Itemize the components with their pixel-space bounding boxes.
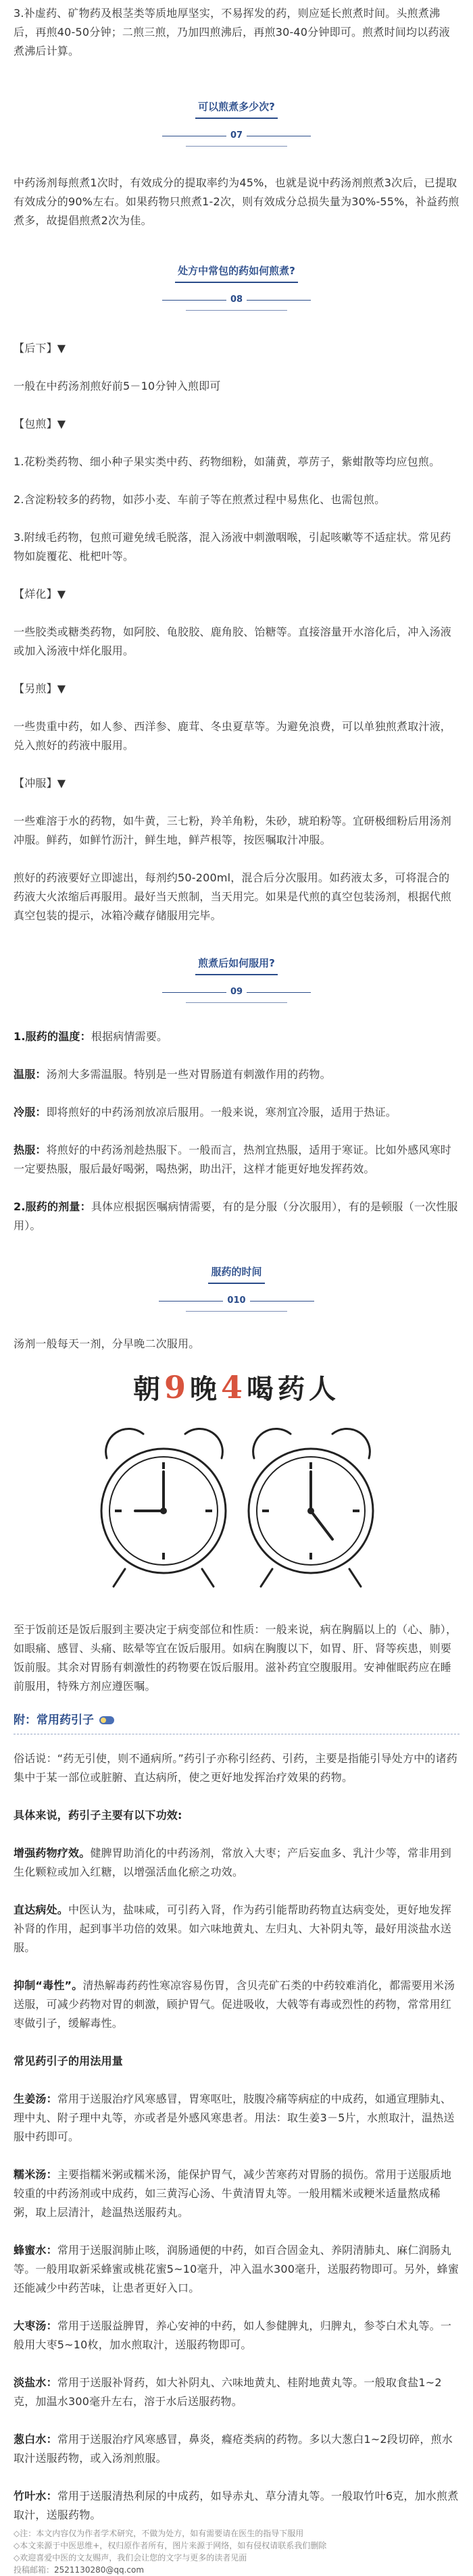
scallion-water-paragraph: 葱白水：常用于送服治疗风寒感冒，鼻炎，癃疮类病的药物。多以大葱白1~2段切碎，煎水取汁送服药物，或入汤剂煎服。 — [14, 2433, 453, 2465]
section-10-header — [0, 1261, 473, 1312]
ginger-soup-paragraph: 生姜汤：常用于送服治疗风寒感冒，胃寒呕吐，肢腹冷痛等病症的中成药，如通宣理肺丸、理中丸、附子理中丸等，亦或者是外感风寒患者。用法：取生姜3－5片，水煎取汁，温热送服中药即可。 — [14, 2092, 455, 2143]
lingjian-heading: 【另煎】▼ — [14, 682, 66, 695]
section-07-paragraph: 中药汤剂每煎煮1次时，有效成分的提取率约为45%，也就是说中药汤剂煎煮3次后，已提取有效成分的90%左右。如果药物只煎煮1-2次，则有效成分总损失量为30%-55%，补益药煎煮多，故提倡煎煮2次为佳。 — [14, 176, 459, 227]
warm-dose-paragraph: 温服：汤剂大多需温服。特别是一些对胃肠道有刺激作用的药物。 — [14, 1068, 331, 1081]
chongfu-heading: 【冲服】▼ — [14, 777, 66, 790]
yanghua-heading: 【烊化】▼ — [14, 588, 66, 600]
footnotes — [14, 2527, 459, 2576]
footnote-disclaimer: ◇注：本文内容仅为作者学术研究，不做为处方，如有需要请在医生的指导下服用 — [14, 2529, 304, 2538]
dosage-heading: 2.服药的剂量：具体应根据医嘱病情需要，有的是分服（分次服用），有的是顿服（一次性服用）。 — [14, 1200, 458, 1232]
baojian-item-2: 2.含淀粉较多的药物，如莎小麦、车前子等在煎煮过程中易焦化、也需包煎。 — [14, 493, 386, 506]
section-08-closing-paragraph: 煎好的药液要好立即滤出，每剂约50-200ml，混合后分次服用。如药液太多，可将混合的药液大火浓缩后再服用。最好当天煎制，当天用完。如果是代煎的真空包装汤剂，根据代煎真空包装的提示，冰箱冷藏存储服用完毕。 — [14, 871, 452, 922]
morning-evening-banner: 朝9晚4喝药人 — [132, 1369, 341, 1406]
section-10-number: 010 — [0, 1296, 473, 1306]
footnote-invite: ◇欢迎喜爱中医的文友赐声，我们会让您的文字与更多的读者见面 — [14, 2553, 247, 2562]
section-08-title: 处方中常包的药如何煎煮? — [175, 260, 298, 283]
functions-heading: 具体来说，药引子主要有以下功效: — [14, 1809, 182, 1822]
houxia-heading: 【后下】▼ — [14, 342, 66, 355]
baojian-item-3: 3.附绒毛药物，包煎可避免绒毛脱落，混入汤液中刺激咽喉，引起咳嗽等不适症状。常见药物如旋覆花、枇杷叶等。 — [14, 531, 451, 563]
honey-water-paragraph: 蜂蜜水：常用于送服润肺止咳，润肠通便的中药，如百合固金丸、养阴清肺丸、麻仁润肠丸等。一般用取新采蜂蜜或桃花蜜5~10毫升，冲入温水300毫升，送服药物即可。另外，蜂蜜还能减少中药苦味，让患者更好入口。 — [14, 2244, 459, 2294]
intro-paragraph: 3.补虚药、矿物药及根茎类等质地厚坚实，不易挥发的药，则应延长煎煮时间。头煎煮沸后，再煎40-50分钟；二煎三煎，乃加四煎沸后，再煎30-40分钟即可。煎煮时间均以药液煮沸后计算。 — [14, 7, 450, 57]
appendix-header — [14, 1711, 459, 1734]
toggle-icon — [99, 1716, 114, 1724]
hot-dose-paragraph: 热服：将煎好的中药汤剂趁热服下。一般而言，热剂宜热服，适用于寒证。比如外感风寒时一定要热服，服后最好喝粥，喝热粥，助出汗，这样才能更好地发挥药效。 — [14, 1143, 452, 1175]
section-07-title: 可以煎煮多少次? — [195, 96, 278, 119]
section-09-number: 09 — [0, 987, 473, 997]
cold-dose-paragraph: 冷服：即将煎好的中药汤剂放凉后服用。一般来说，寒剂宜冷服，适用于热证。 — [14, 1106, 397, 1118]
temperature-heading: 1.服药的温度：根据病情需要。 — [14, 1030, 168, 1043]
alarm-clocks-illustration — [88, 1410, 385, 1612]
footnote-source: ◇本文来源于中医思维+，权归原作者所有，图片来源于网络，如有侵权请联系我们删除 — [14, 2541, 327, 2550]
yanghua-paragraph: 一些胶类或糖类药物，如阿胶、龟胶胶、鹿角胶、饴糖等。直接溶量开水溶化后，冲入汤液或加入汤液中烊化服用。 — [14, 625, 452, 657]
section-08-header — [0, 260, 473, 311]
houxia-paragraph: 一般在中药汤剂煎好前5－10分钟入煎即可 — [14, 380, 221, 392]
alarm-clock-icon — [88, 1410, 385, 1605]
schedule-paragraph: 汤剂一般每天一剂，分早晚二次服用。 — [14, 1337, 200, 1350]
jujube-soup-paragraph: 大枣汤：常用于送服益脾胃，养心安神的中药，如人参健脾丸，归脾丸，参苓白术丸等。一般用大枣5~10枚，加水煎取汁，送服药物即可。 — [14, 2319, 452, 2351]
email-link[interactable]: 2521130280@qq.com — [54, 2565, 145, 2575]
baojian-heading: 【包煎】▼ — [14, 417, 66, 430]
lingjian-paragraph: 一些贵重中药，如人参、西洋参、鹿茸、冬虫夏草等。为避免浪费，可以单独煎煮取汁液，兑入煎好的药液中服用。 — [14, 720, 452, 752]
baojian-item-1: 1.花粉类药物、细小种子果实类中药、药物细粉，如蒲黄，葶苈子，紫蚶散等均应包煎。 — [14, 455, 441, 468]
timing-paragraph: 至于饭前还是饭后服到主要决定于病变部位和性质：一般来说，病在胸膈以上的（心、肺），如眼痛、感冒、头痛、眩晕等宜在饭后服用。如病在胸腹以下，如胃、肝、肾等疾患，则要饭前服。其余对胃肠有刺激性的药物要在饭后服用。滋补药宜空腹服用。安神催眠药应在睡前服用，特殊方剂应遵医嘱。 — [14, 1623, 457, 1693]
rice-soup-paragraph: 糯米汤：主要指糯米粥或糯米汤，能保护胃气，减少苦寒药对胃肠的损伤。常用于送服质地较重的中药汤剂或中成药，如三黄泻心汤、牛黄清胃丸等。一般用糯米或粳米适量熬成稀粥，取上层清汁，趁温热送服药丸。 — [14, 2168, 452, 2219]
section-07-number: 07 — [0, 131, 473, 140]
section-08-number: 08 — [0, 295, 473, 305]
function-enhance-paragraph: 增强药物疗效。健脾胃助消化的中药汤剂，常放入大枣；产后妄血多、乳汁少等，常非用到生化颗粒或加入红糖，以增强活血化瘀之功效。 — [14, 1847, 452, 1878]
salt-water-paragraph: 淡盐水：常用于送服补肾药，如大补阴丸、六味地黄丸、桂附地黄丸等。一般取食盐1~2克，加温水300毫升左右，溶于水后送服药物。 — [14, 2376, 442, 2408]
function-target-paragraph: 直达病处。中医认为，盐味咸，可引药入肾，作为药引能帮助药物直达病变处，更好地发挥补肾的作用，起到事半功倍的效果。如六味地黄丸、左归丸、大补阴丸等，最好用淡盐水送服。 — [14, 1903, 452, 1954]
usage-heading: 常见药引子的用法用量 — [14, 2055, 124, 2067]
section-07-header — [0, 96, 473, 147]
appendix-title: 附：常用药引子 — [14, 1714, 94, 1727]
section-09-title: 煎煮后如何服用? — [195, 952, 278, 975]
section-09-header — [0, 952, 473, 1003]
section-10-title: 服药的时间 — [208, 1261, 264, 1284]
bamboo-leaf-water-paragraph: 竹叶水：常用于送服清热利尿的中成药，如导赤丸、草分清丸等。一般取竹叶6克，加水煎煮取汁，送服药物。 — [14, 2490, 459, 2521]
chongfu-paragraph: 一些难溶于水的药物，如牛黄，三七粉，羚羊角粉，朱砂，琥珀粉等。宜研极细粉后用汤剂冲服。鲜药，如鲜竹沥汁，鲜生地，鲜芦根等，按医嘱取汁冲服。 — [14, 815, 452, 846]
footnote-email: 投稿邮箱：2521130280@qq.com — [14, 2565, 145, 2575]
appendix-intro-paragraph: 俗话说：“药无引使，则不通病所。”药引子亦称引经药、引药，主要是指能引导处方中的诸药集中于某一部位或脏腑、直达病所，使之更好地发挥治疗效果的药物。 — [14, 1752, 457, 1784]
function-toxicity-paragraph: 抑制“毒性”。清热解毒药药性寒凉容易伤胃，含贝壳矿石类的中药较难消化，都需要用米汤送服，可减少药物对胃的刺激，顾护胃气。促进吸收，大戟等有毒或烈性的药物，常常用红枣做引子，缓解毒性。 — [14, 1979, 455, 2030]
